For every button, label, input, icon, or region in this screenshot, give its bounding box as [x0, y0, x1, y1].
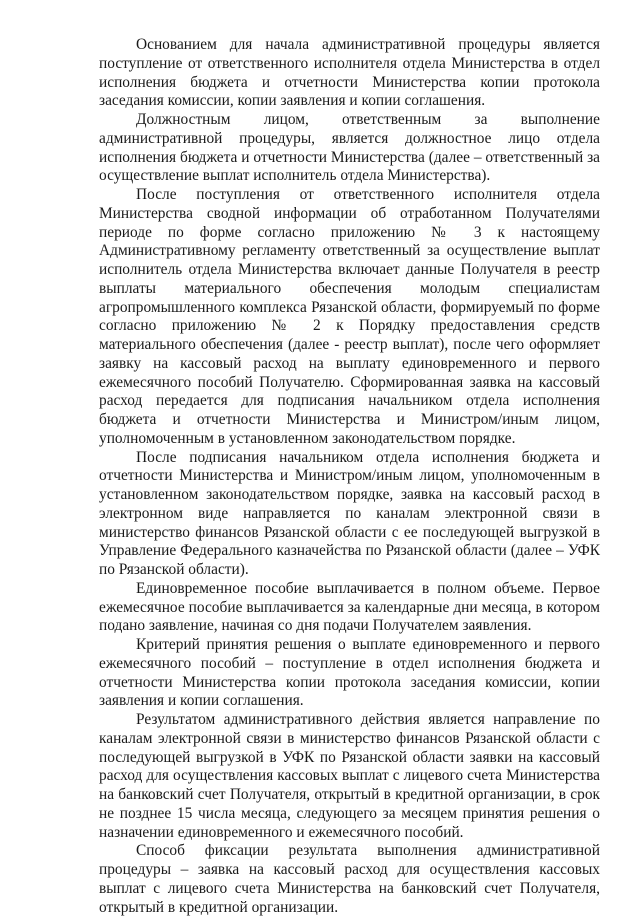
paragraph-result: Результатом административного действия является направление по каналам электронной связи в министерство финансов Рязанской области с последующей выгрузкой в УФК по Рязанской области заявки на кассовый расход для осуществления кассовых выплат с лицевого счета Министерства на банковский счет Получателя, открытый в кредитной организации, в срок не позднее 15 числа месяца, следующего за месяцем принятия решения о назначении единовременного и ежемесячного пособий. [99, 711, 600, 841]
paragraph-basis: Основанием для начала административной процедуры является поступление от ответственного исполнителя отдела Министерства в отдел исполнения бюджета и отчетности Министерства копии протокола заседания комиссии, копии заявления и копии соглашения. [99, 36, 600, 110]
paragraph-registry-inclusion: После поступления от ответственного исполнителя отдела Министерства сводной информации об отработанном Получателями периоде по форме согласно приложению № 3 к настоящему Административному регламенту ответственный за осуществление выплат исполнитель отдела Министерства включает данные Получателя в реестр выплаты материального обеспечения молодым специалистам агропромышленного комплекса Рязанской области, формируемый по форме согласно приложению № 2 к Порядку предоставления средств материального обеспечения (далее - реестр выплат), после чего оформляет заявку на кассовый расход на выплату единовременного и первого ежемесячного пособий Получателю. Сформированная заявка на кассовый расход передается для подписания начальником отдела исполнения бюджета и отчетности Министерства и Министром/иным лицом, уполномоченным в установленном законодательством порядке. [99, 186, 600, 447]
paragraph-fixation-method: Способ фиксации результата выполнения административной процедуры – заявка на кассовый расход для осуществления кассовых выплат с лицевого счета Министерства на банковский счет Получателя, открытый в кредитной организации. [99, 842, 600, 916]
paragraph-signing-submission: После подписания начальником отдела исполнения бюджета и отчетности Министерства и Министром/иным лицом, уполномоченным в установленном законодательством порядке, заявка на кассовый расход в электронном виде направляется по каналам электронной связи в министерство финансов Рязанской области с ее последующей выгрузкой в Управление Федерального казначейства по Рязанской области (далее – УФК по Рязанской области). [99, 448, 600, 578]
document-page [99, 36, 600, 917]
paragraph-decision-criterion: Критерий принятия решения о выплате единовременного и первого ежемесячного пособий – поступление в отдел исполнения бюджета и отчетности Министерства копии протокола заседания комиссии, копии заявления и копии соглашения. [99, 636, 600, 710]
paragraph-responsible-official: Должностным лицом, ответственным за выполнение административной процедуры, является должностное лицо отдела исполнения бюджета и отчетности Министерства (далее – ответственный за осуществление выплат исполнитель отдела Министерства). [99, 111, 600, 185]
paragraph-benefit-payment: Единовременное пособие выплачивается в полном объеме. Первое ежемесячное пособие выплачивается за календарные дни месяца, в котором подано заявление, начиная со дня подачи Получателем заявления. [99, 579, 600, 635]
